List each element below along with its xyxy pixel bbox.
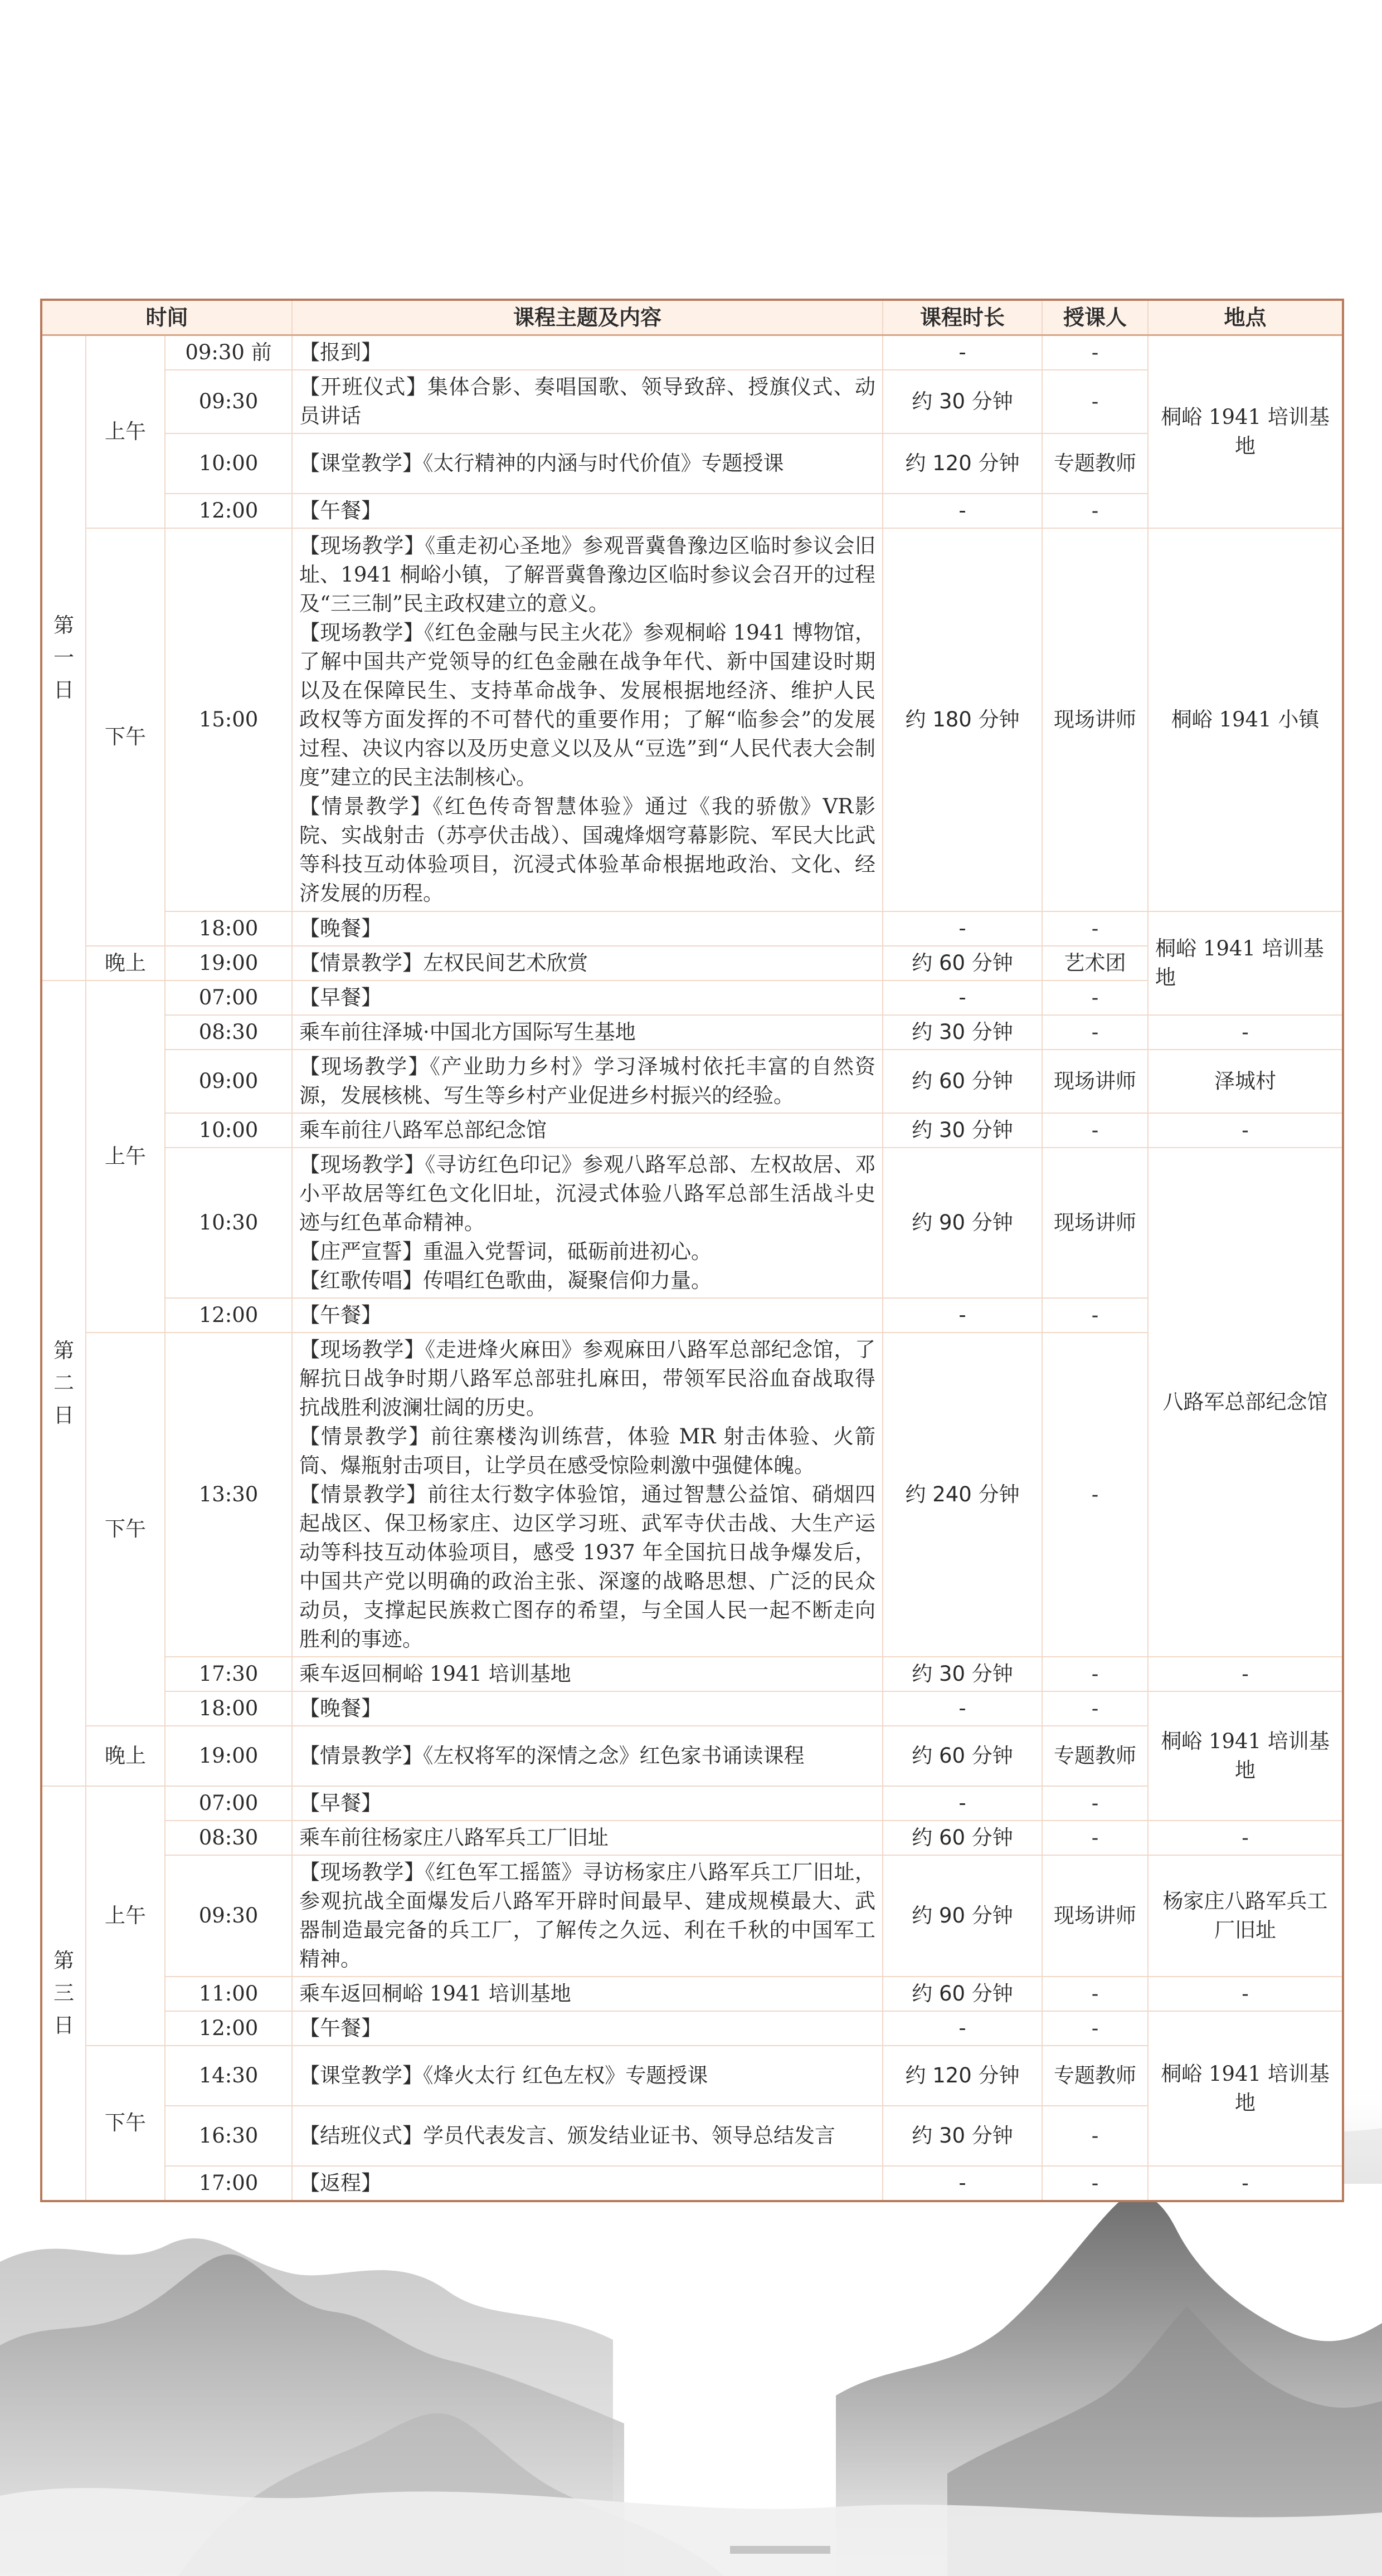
topic-text: 【现场教学】《重走初心圣地》参观晋冀鲁豫边区临时参议会旧址、1941 桐峪小镇，了解晋冀鲁豫边区临时参议会召开的过程及“三三制”民主政权建立的意义。 [299, 534, 876, 616]
header-duration: 课程时长 [883, 300, 1042, 335]
location-cell: 杨家庄八路军兵工厂旧址 [1148, 1855, 1343, 1977]
schedule-row [41, 2106, 1343, 2166]
topic-cell [292, 1333, 883, 1657]
topic-cell [292, 1148, 883, 1298]
topic-text: 【情景教学】《左权将军的深情之念》红色家书诵读课程 [299, 1744, 805, 1768]
period-label: 上午 [86, 335, 165, 529]
duration-cell: 约 90 分钟 [883, 1148, 1042, 1298]
topic-cell [292, 1977, 883, 2011]
time-cell: 18:00 [165, 1691, 292, 1726]
duration-cell: 约 60 分钟 [883, 1821, 1042, 1855]
time-cell: 14:30 [165, 2046, 292, 2106]
duration-cell: - [883, 1691, 1042, 1726]
time-cell: 09:30 [165, 370, 292, 433]
duration-cell: - [883, 2011, 1042, 2046]
time-cell: 12:00 [165, 494, 292, 528]
topic-text: 【返程】 [299, 2171, 382, 2195]
period-label: 下午 [86, 1333, 165, 1726]
duration-cell: 约 30 分钟 [883, 1657, 1042, 1691]
topic-cell [292, 335, 883, 370]
duration-cell: - [883, 2166, 1042, 2201]
schedule-row [41, 1855, 1343, 1977]
period-label: 上午 [86, 980, 165, 1333]
topic-text: 乘车返回桐峪 1941 培训基地 [299, 1662, 571, 1686]
schedule-row [41, 1015, 1343, 1050]
location-cell: 八路军总部纪念馆 [1148, 1148, 1343, 1657]
topic-cell [292, 1726, 883, 1786]
topic-text: 【报到】 [299, 340, 382, 364]
topic-text: 【开班仪式】集体合影、奏唱国歌、领导致辞、授旗仪式、动员讲话 [299, 375, 876, 428]
time-cell: 07:00 [165, 980, 292, 1015]
day-label-text: 第二日 [53, 1339, 74, 1427]
topic-text: 【晚餐】 [299, 1696, 382, 1720]
instructor-cell: 专题教师 [1042, 433, 1148, 494]
topic-cell [292, 1855, 883, 1977]
instructor-cell: - [1042, 1333, 1148, 1657]
topic-text: 【课堂教学】《太行精神的内涵与时代价值》专题授课 [299, 451, 784, 475]
topic-text: 【现场教学】《走进烽火麻田》参观麻田八路军总部纪念馆，了解抗日战争时期八路军总部驻扎麻田，带领军民浴血奋战取得抗战胜利波澜壮阔的历史。 [299, 1338, 876, 1419]
day-label [41, 1786, 86, 2201]
duration-cell: - [883, 911, 1042, 946]
topic-cell [292, 370, 883, 433]
topic-text: 【情景教学】前往寨楼沟训练营，体验 MR 射击体验、火箭筒、爆瓶射击项目，让学员在感受惊险刺激中强健体魄。 [299, 1424, 876, 1477]
period-label: 下午 [86, 528, 165, 946]
duration-cell: 约 120 分钟 [883, 433, 1042, 494]
topic-cell [292, 1015, 883, 1050]
location-cell: - [1148, 1113, 1343, 1148]
time-cell: 15:00 [165, 528, 292, 911]
schedule-row [41, 1726, 1343, 1786]
instructor-cell: - [1042, 2106, 1148, 2166]
schedule-row [41, 1113, 1343, 1148]
time-cell: 08:30 [165, 1015, 292, 1050]
duration-cell: - [883, 335, 1042, 370]
topic-text: 乘车前往泽城·中国北方国际写生基地 [299, 1020, 636, 1044]
duration-cell: 约 30 分钟 [883, 370, 1042, 433]
day-label-text: 第一日 [53, 613, 74, 702]
schedule-row [41, 2166, 1343, 2201]
instructor-cell: 现场讲师 [1042, 528, 1148, 911]
time-cell: 16:30 [165, 2106, 292, 2166]
duration-cell: - [883, 980, 1042, 1015]
topic-cell [292, 946, 883, 980]
instructor-cell: - [1042, 1298, 1148, 1333]
time-cell: 09:00 [165, 1050, 292, 1113]
ink-mountain-landscape [0, 2162, 1382, 2576]
instructor-cell: - [1042, 1821, 1148, 1855]
location-cell: 桐峪 1941 小镇 [1148, 528, 1343, 911]
topic-cell [292, 1050, 883, 1113]
duration-cell: 约 120 分钟 [883, 2046, 1042, 2106]
schedule-row [41, 335, 1343, 370]
topic-text: 【现场教学】《产业助力乡村》学习泽城村依托丰富的自然资源，发展核桃、写生等乡村产业促进乡村振兴的经验。 [299, 1055, 876, 1108]
period-label: 上午 [86, 1786, 165, 2046]
time-cell: 13:30 [165, 1333, 292, 1657]
time-cell: 08:30 [165, 1821, 292, 1855]
instructor-cell: - [1042, 980, 1148, 1015]
header-topic: 课程主题及内容 [292, 300, 883, 335]
topic-text: 乘车前往八路军总部纪念馆 [299, 1118, 547, 1142]
topic-cell [292, 980, 883, 1015]
instructor-cell: 艺术团 [1042, 946, 1148, 980]
instructor-cell: - [1042, 335, 1148, 370]
instructor-cell: - [1042, 1786, 1148, 1821]
instructor-cell: - [1042, 1657, 1148, 1691]
schedule-row [41, 528, 1343, 911]
schedule-row [41, 1148, 1343, 1298]
time-cell: 12:00 [165, 2011, 292, 2046]
topic-cell [292, 1113, 883, 1148]
topic-cell [292, 1786, 883, 1821]
duration-cell: 约 60 分钟 [883, 946, 1042, 980]
duration-cell: 约 90 分钟 [883, 1855, 1042, 1977]
instructor-cell: - [1042, 1113, 1148, 1148]
header-time: 时间 [41, 300, 292, 335]
time-cell: 19:00 [165, 946, 292, 980]
duration-cell: 约 60 分钟 [883, 1977, 1042, 2011]
day-label-text: 第三日 [53, 1949, 74, 2037]
topic-text: 【现场教学】《红色军工摇篮》寻访杨家庄八路军兵工厂旧址，参观抗战全面爆发后八路军开辟时间最早、建成规模最大、武器制造最完备的兵工厂，了解传之久远、利在千秋的中国军工精神。 [299, 1860, 876, 1971]
topic-cell [292, 2046, 883, 2106]
time-cell: 09:30 [165, 1855, 292, 1977]
location-cell: - [1148, 1015, 1343, 1050]
duration-cell: 约 60 分钟 [883, 1050, 1042, 1113]
schedule-row [41, 2011, 1343, 2046]
topic-text: 【红歌传唱】传唱红色歌曲，凝聚信仰力量。 [299, 1269, 712, 1292]
instructor-cell: 现场讲师 [1042, 1050, 1148, 1113]
location-cell: - [1148, 1657, 1343, 1691]
topic-cell [292, 2011, 883, 2046]
time-cell: 11:00 [165, 1977, 292, 2011]
instructor-cell: - [1042, 494, 1148, 528]
instructor-cell: 现场讲师 [1042, 1855, 1148, 1977]
schedule-row [41, 1977, 1343, 2011]
schedule-row [41, 1333, 1343, 1657]
topic-text: 【午餐】 [299, 1303, 382, 1327]
topic-text: 【早餐】 [299, 985, 382, 1009]
duration-cell: - [883, 494, 1042, 528]
schedule-row [41, 1691, 1343, 1726]
header-instructor: 授课人 [1042, 300, 1148, 335]
period-label: 下午 [86, 2046, 165, 2201]
time-cell: 17:30 [165, 1657, 292, 1691]
duration-cell: - [883, 1298, 1042, 1333]
schedule-row [41, 1657, 1343, 1691]
time-cell: 10:00 [165, 433, 292, 494]
topic-cell [292, 1821, 883, 1855]
topic-cell [292, 528, 883, 911]
day-label [41, 335, 86, 981]
location-cell: 桐峪 1941 培训基地 [1148, 2011, 1343, 2166]
instructor-cell: 专题教师 [1042, 1726, 1148, 1786]
instructor-cell: 现场讲师 [1042, 1148, 1148, 1298]
schedule-row [41, 433, 1343, 494]
schedule-row [41, 370, 1343, 433]
time-cell: 10:00 [165, 1113, 292, 1148]
topic-cell [292, 2106, 883, 2166]
topic-cell [292, 1657, 883, 1691]
location-cell: - [1148, 1977, 1343, 2011]
duration-cell: 约 30 分钟 [883, 2106, 1042, 2166]
time-cell: 17:00 [165, 2166, 292, 2201]
topic-cell [292, 911, 883, 946]
location-cell: 桐峪 1941 培训基地 [1148, 335, 1343, 529]
topic-cell [292, 1298, 883, 1333]
duration-cell: 约 30 分钟 [883, 1015, 1042, 1050]
schedule-row [41, 494, 1343, 528]
topic-text: 【课堂教学】《烽火太行 红色左权》专题授课 [299, 2063, 708, 2087]
topic-cell [292, 2166, 883, 2201]
topic-text: 【午餐】 [299, 499, 382, 523]
location-cell: - [1148, 1821, 1343, 1855]
topic-text: 【情景教学】前往太行数字体验馆，通过智慧公益馆、硝烟四起战区、保卫杨家庄、边区学习班、武军寺伏击战、大生产运动等科技互动体验项目，感受 1937 年全国抗日战争爆发后，中国共产党以明确的政治主张、深邃的战略思想、广泛的民众动员，支撑起民族救亡图存的希望，与全国人民一起不断走向胜利的事迹。 [299, 1482, 876, 1651]
duration-cell: 约 30 分钟 [883, 1113, 1042, 1148]
schedule-row [41, 980, 1343, 1015]
time-cell: 09:30 前 [165, 335, 292, 370]
instructor-cell: - [1042, 1977, 1148, 2011]
schedule-row [41, 2046, 1343, 2106]
time-cell: 18:00 [165, 911, 292, 946]
duration-cell: 约 180 分钟 [883, 528, 1042, 911]
location-cell: 泽城村 [1148, 1050, 1343, 1113]
location-cell: 桐峪 1941 培训基地 [1148, 911, 1343, 1015]
instructor-cell: - [1042, 2011, 1148, 2046]
location-cell: 桐峪 1941 培训基地 [1148, 1691, 1343, 1821]
schedule-row [41, 946, 1343, 980]
topic-text: 【现场教学】《红色金融与民主火花》参观桐峪 1941 博物馆，了解中国共产党领导的红色金融在战争年代、新中国建设时期以及在保障民生、支持革命战争、发展根据地经济、维护人民政权等方面发挥的不可替代的重要作用；了解“临参会”的发展过程、决议内容以及历史意义以及从“豆选”到“人民代表大会制度”建立的民主法制核心。 [299, 621, 876, 789]
instructor-cell: - [1042, 2166, 1148, 2201]
time-cell: 19:00 [165, 1726, 292, 1786]
duration-cell: - [883, 1786, 1042, 1821]
duration-cell: 约 240 分钟 [883, 1333, 1042, 1657]
instructor-cell: - [1042, 1015, 1148, 1050]
schedule-row [41, 1786, 1343, 1821]
header-location: 地点 [1148, 300, 1343, 335]
period-label: 晚上 [86, 1726, 165, 1786]
topic-text: 【结班仪式】学员代表发言、颁发结业证书、领导总结发言 [299, 2124, 836, 2148]
topic-text: 【现场教学】《寻访红色印记》参观八路军总部、左权故居、邓小平故居等红色文化旧址，沉浸式体验八路军总部生活战斗史迹与红色革命精神。 [299, 1153, 876, 1235]
time-cell: 10:30 [165, 1148, 292, 1298]
period-label: 晚上 [86, 946, 165, 980]
header-row [41, 300, 1343, 335]
topic-text: 乘车前往杨家庄八路军兵工厂旧址 [299, 1826, 609, 1850]
topic-cell [292, 1691, 883, 1726]
topic-cell [292, 494, 883, 528]
topic-text: 【庄严宣誓】重温入党誓词，砥砺前进初心。 [299, 1240, 712, 1263]
instructor-cell: - [1042, 1691, 1148, 1726]
topic-text: 【午餐】 [299, 2016, 382, 2040]
topic-text: 乘车返回桐峪 1941 培训基地 [299, 1982, 571, 2006]
topic-cell [292, 433, 883, 494]
schedule-row [41, 1821, 1343, 1855]
instructor-cell: - [1042, 911, 1148, 946]
time-cell: 12:00 [165, 1298, 292, 1333]
schedule-row [41, 1298, 1343, 1333]
schedule-row [41, 1050, 1343, 1113]
schedule-table [40, 299, 1344, 2202]
location-cell: - [1148, 2166, 1343, 2201]
topic-text: 【早餐】 [299, 1791, 382, 1815]
day-label [41, 980, 86, 1786]
time-cell: 07:00 [165, 1786, 292, 1821]
instructor-cell: - [1042, 370, 1148, 433]
topic-text: 【晚餐】 [299, 916, 382, 940]
instructor-cell: 专题教师 [1042, 2046, 1148, 2106]
duration-cell: 约 60 分钟 [883, 1726, 1042, 1786]
topic-text: 【情景教学】左权民间艺术欣赏 [299, 951, 588, 975]
topic-text: 【情景教学】《红色传奇智慧体验》通过《我的骄傲》VR影院、实战射击（苏亭伏击战）、国魂烽烟穹幕影院、军民大比武等科技互动体验项目，沉浸式体验革命根据地政治、文化、经济发展的历程。 [299, 794, 876, 905]
schedule-row [41, 911, 1343, 946]
